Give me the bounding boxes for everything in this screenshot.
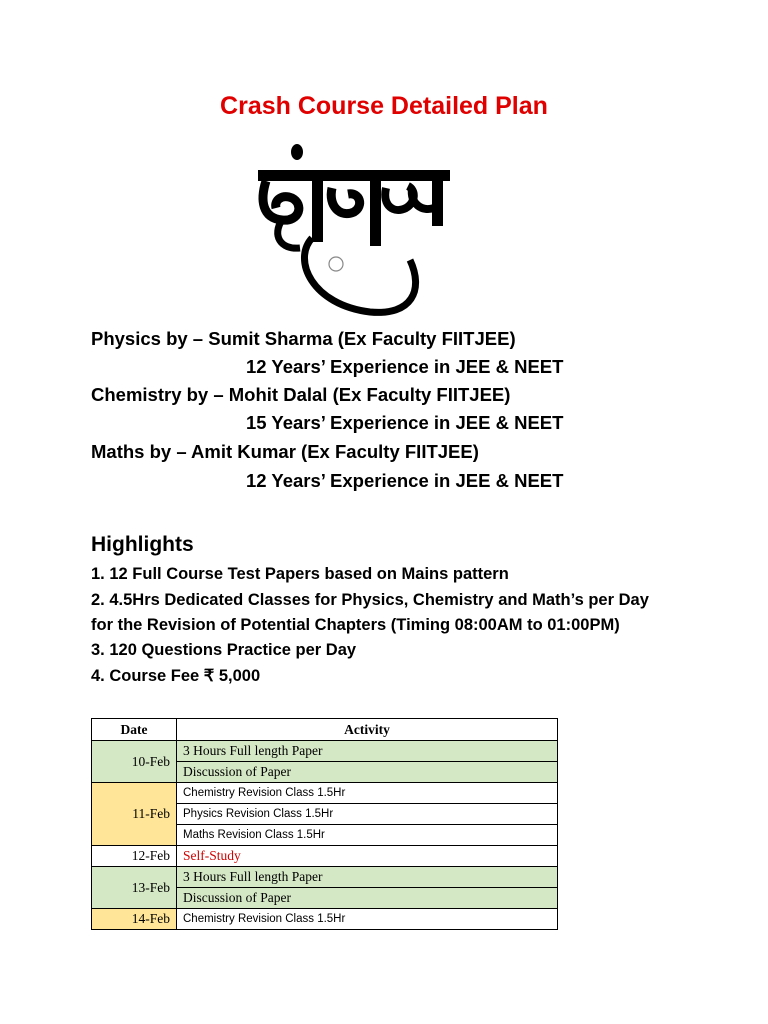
date-cell: 14-Feb	[92, 909, 177, 930]
physics-faculty: Physics by – Sumit Sharma (Ex Faculty FIITJEE)	[91, 328, 516, 349]
activity-cell: Discussion of Paper	[177, 888, 558, 909]
date-cell: 11-Feb	[92, 783, 177, 846]
date-header: Date	[92, 719, 177, 741]
activity-cell: Discussion of Paper	[177, 762, 558, 783]
highlight-item: 2. 4.5Hrs Dedicated Classes for Physics, Chemistry and Math’s per Day	[91, 591, 649, 609]
activity-cell: Chemistry Revision Class 1.5Hr	[177, 783, 558, 804]
table-row	[92, 846, 558, 867]
table-header-row	[92, 719, 558, 741]
chemistry-experience: 15 Years’ Experience in JEE & NEET	[246, 412, 564, 433]
highlight-item: 3. 120 Questions Practice per Day	[91, 641, 357, 659]
table-row	[92, 909, 558, 930]
maths-faculty: Maths by – Amit Kumar (Ex Faculty FIITJEE)	[91, 441, 479, 462]
activity-cell: Chemistry Revision Class 1.5Hr	[177, 909, 558, 930]
activity-cell: 3 Hours Full length Paper	[177, 867, 558, 888]
table-row	[92, 741, 558, 762]
date-cell: 10-Feb	[92, 741, 177, 783]
sankalp-logo	[252, 140, 458, 322]
date-cell: 13-Feb	[92, 867, 177, 909]
highlights-heading: Highlights	[91, 533, 194, 556]
activity-header: Activity	[177, 719, 558, 741]
date-cell: 12-Feb	[92, 846, 177, 867]
maths-experience: 12 Years’ Experience in JEE & NEET	[246, 470, 564, 491]
activity-cell: 3 Hours Full length Paper	[177, 741, 558, 762]
activity-cell: Maths Revision Class 1.5Hr	[177, 825, 558, 846]
activity-cell: Self-Study	[177, 846, 558, 867]
chemistry-faculty: Chemistry by – Mohit Dalal (Ex Faculty FIITJEE)	[91, 384, 511, 405]
highlight-item: 1. 12 Full Course Test Papers based on Mains pattern	[91, 565, 509, 583]
highlight-item: for the Revision of Potential Chapters (Timing 08:00AM to 01:00PM)	[91, 616, 620, 634]
schedule-table	[91, 718, 558, 930]
page-title: Crash Course Detailed Plan	[220, 92, 548, 120]
activity-cell: Physics Revision Class 1.5Hr	[177, 804, 558, 825]
highlight-item: 4. Course Fee ₹ 5,000	[91, 667, 261, 685]
table-row	[92, 783, 558, 804]
table-row	[92, 867, 558, 888]
physics-experience: 12 Years’ Experience in JEE & NEET	[246, 356, 564, 377]
